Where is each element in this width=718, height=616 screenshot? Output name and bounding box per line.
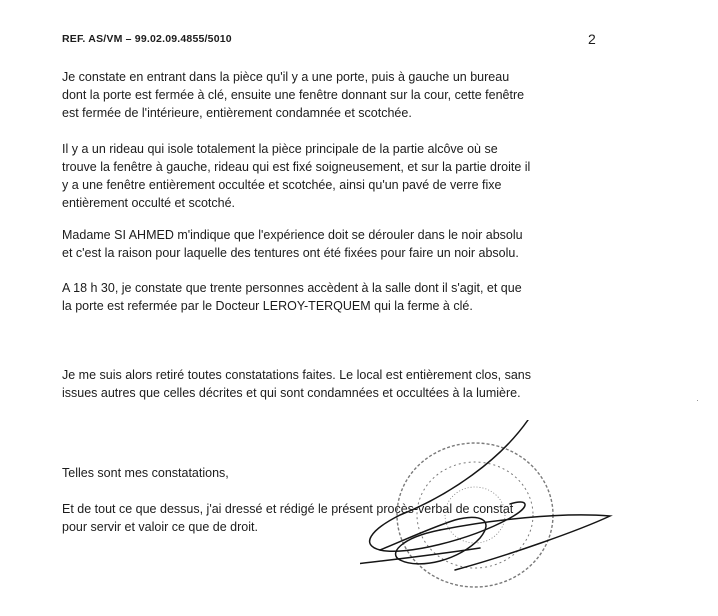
text-line: Telles sont mes constatations, [62, 466, 229, 480]
text-line: y a une fenêtre entièrement occultée et scotchée, ainsi qu'un pavé de verre fixe [62, 178, 502, 192]
reference-number: REF. AS/VM – 99.02.09.4855/5010 [62, 33, 232, 45]
paragraph-arrival [62, 279, 602, 315]
text-line: Et de tout ce que dessus, j'ai dressé et rédigé le présent procès-verbal de constat [62, 502, 514, 516]
signature-icon [360, 420, 610, 578]
paragraph-closure [62, 366, 602, 402]
text-line: Il y a un rideau qui isole totalement la pièce principale de la partie alcôve où se [62, 142, 498, 156]
text-line: la porte est refermée par le Docteur LEROY-TERQUEM qui la ferme à clé. [62, 299, 473, 313]
text-line: trouve la fenêtre à gauche, rideau qui est fixé soigneusement, et sur la partie droite il [62, 160, 531, 174]
paragraph-darkness [62, 226, 602, 262]
paragraph-conclusion [62, 464, 602, 482]
text-line: pour servir et valoir ce que de droit. [62, 520, 258, 534]
text-line: et c'est la raison pour laquelle des tentures ont été fixées pour faire un noir absolu. [62, 246, 519, 260]
text-line: dont la porte est fermée à clé, ensuite une fenêtre donnant sur la cour, cette fenêtre [62, 88, 525, 102]
margin-mark-icon: · [696, 395, 699, 405]
paragraph-entry-observation [62, 68, 602, 122]
text-line: A 18 h 30, je constate que trente personnes accèdent à la salle dont il s'agit, et que [62, 281, 522, 295]
text-line: entièrement occulté et scotché. [62, 196, 236, 210]
text-line: Madame SI AHMED m'indique que l'expérience doit se dérouler dans le noir absolu [62, 228, 523, 242]
text-line: issues autres que celles décrites et qui sont condamnées et occultées à la lumière. [62, 386, 521, 400]
paragraph-curtain [62, 140, 602, 212]
page-number: 2 [588, 31, 596, 47]
paragraph-final-statement [62, 500, 602, 536]
text-line: est fermée de l'intérieure, entièrement condamnée et scotchée. [62, 106, 412, 120]
text-line: Je constate en entrant dans la pièce qu'il y a une porte, puis à gauche un bureau [62, 70, 510, 84]
text-line: Je me suis alors retiré toutes constatations faites. Le local est entièrement clos, sans [62, 368, 531, 382]
